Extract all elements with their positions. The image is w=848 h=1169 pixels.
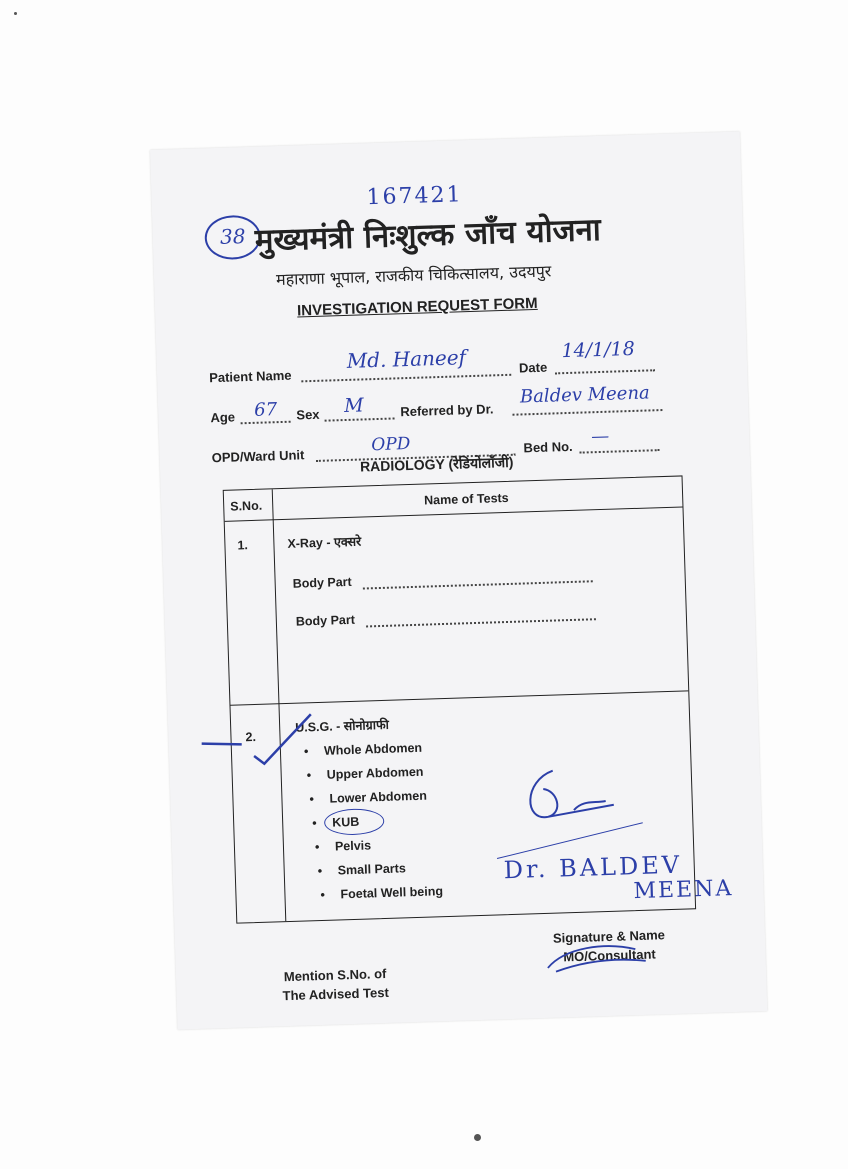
doctor-handwritten-name: Dr. BALDEV	[503, 850, 683, 885]
date-line	[555, 368, 655, 374]
usg-item-upper-abdomen: • Upper Abdomen	[326, 765, 423, 782]
bed-number-label: Bed No.	[523, 438, 573, 456]
usg-item-kub: • KUB	[332, 815, 360, 830]
table-row-divider	[230, 690, 688, 705]
tick-mark-icon	[201, 709, 343, 773]
referred-by-label: Referred by Dr.	[400, 401, 494, 420]
footer-left-line-2: The Advised Test	[282, 984, 390, 1004]
table-column-divider	[272, 489, 287, 921]
footer-right-line-2: MO/Consultant	[563, 946, 656, 965]
kub-scribble	[324, 808, 385, 836]
footer-signature-scribble-icon	[545, 934, 666, 978]
footer-right-line-1: Signature & Name	[552, 927, 666, 946]
body-part-1-line	[363, 579, 593, 589]
footer-advised-test-note	[282, 965, 389, 1006]
hospital-name-hindi: महाराणा भूपाल, राजकीय चिकित्सालय, उदयपुर	[275, 261, 552, 290]
usg-item-small-parts: • Small Parts	[338, 861, 406, 877]
referred-by-value: Baldev Meena	[519, 382, 651, 408]
usg-item-foetal-well-being: • Foetal Well being	[340, 884, 443, 901]
sex-line	[325, 416, 395, 421]
patient-name-line	[301, 373, 511, 383]
scheme-title-hindi: मुख्यमंत्री निःशुल्क जाँच योजना	[254, 211, 602, 259]
table-header-divider	[225, 506, 683, 521]
patient-name-label: Patient Name	[208, 367, 292, 386]
usg-item-whole-abdomen: • Whole Abdomen	[324, 741, 423, 758]
bed-number-value: —	[590, 425, 610, 448]
radiology-section-title: RADIOLOGY (रेडियोलॉजी)	[359, 453, 514, 475]
footer-left-line-1: Mention S.No. of	[283, 965, 387, 985]
form-title: INVESTIGATION REQUEST FORM	[296, 294, 538, 320]
opd-ward-unit-value: OPD	[371, 433, 411, 456]
age-label: Age	[210, 409, 236, 426]
date-label: Date	[518, 359, 548, 376]
opd-ward-unit-label: OPD/Ward Unit	[211, 447, 305, 466]
doctor-handwritten-surname: MEENA	[633, 876, 734, 905]
serial-number: 167421	[366, 182, 463, 211]
row-1-sno: 1.	[237, 538, 249, 553]
row-2-sno: 2.	[245, 729, 257, 745]
age-value: 67	[253, 399, 278, 421]
radiology-tests-table	[223, 475, 696, 923]
bed-number-line	[580, 448, 660, 454]
sno-column-header: S.No.	[230, 498, 263, 514]
date-value: 14/1/18	[561, 337, 636, 363]
usg-item-pelvis: • Pelvis	[335, 838, 372, 853]
referred-by-line	[512, 408, 662, 416]
xray-title: X-Ray - एक्सरे	[287, 534, 362, 551]
body-part-2-line	[366, 617, 596, 627]
usg-item-lower-abdomen: • Lower Abdomen	[329, 789, 427, 806]
scan-speck	[474, 1134, 481, 1141]
usg-title: U.S.G. - सोनोग्राफी	[294, 717, 390, 735]
circled-number: 38	[204, 215, 261, 261]
scan-speck	[14, 12, 17, 15]
investigation-form-sheet	[150, 131, 767, 1029]
patient-name-value: Md. Haneef	[346, 345, 467, 373]
tests-column-header: Name of Tests	[423, 490, 509, 508]
signature-scribble-icon	[512, 758, 644, 842]
body-part-2-label: Body Part	[295, 612, 356, 629]
body-part-1-label: Body Part	[292, 574, 352, 591]
sex-value: M	[343, 394, 364, 418]
sex-label: Sex	[296, 406, 320, 423]
